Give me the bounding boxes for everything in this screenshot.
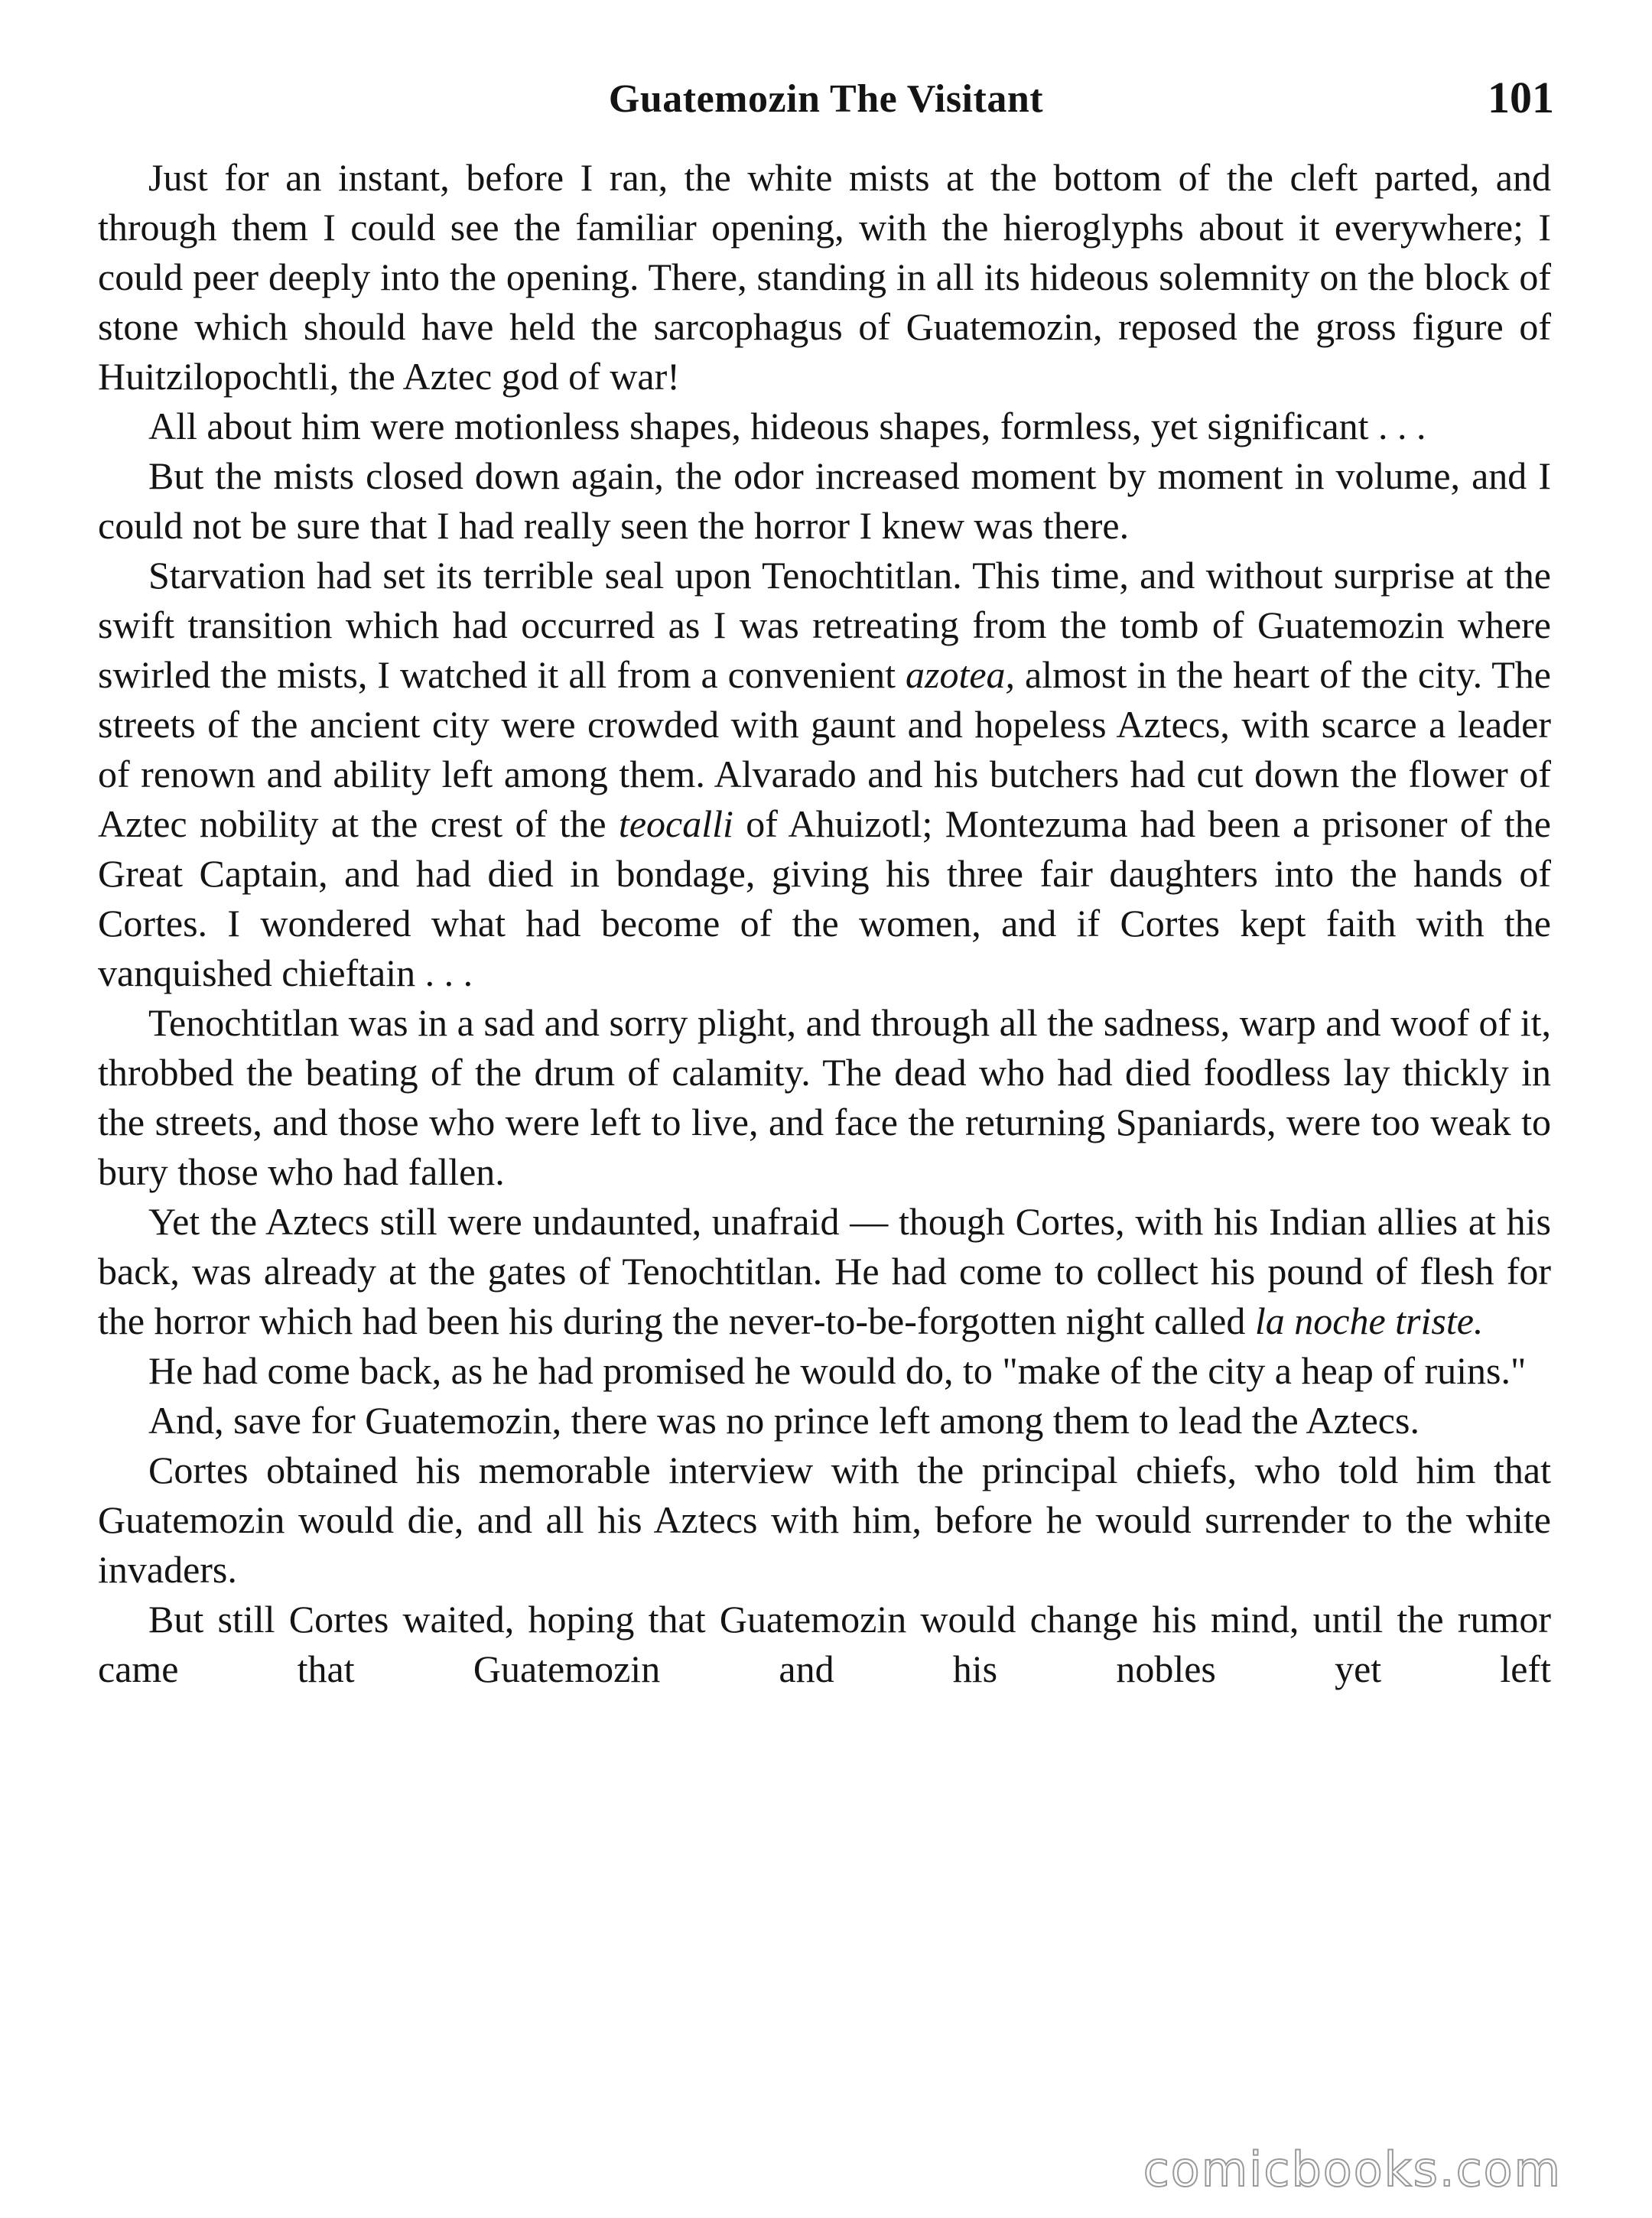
paragraph-text: But still Cortes waited, hoping that Guatemozin would change his mind, until the rumor came that Guatemozin and his nobles yet left [98,1598,1551,1690]
paragraph-3 [98,451,1551,551]
paragraph-2 [98,402,1551,451]
italic-term-azotea: azotea, [906,653,1016,696]
paragraph-text: And, save for Guatemozin, there was no prince left among them to lead the Aztecs. [148,1399,1419,1442]
paragraph-10 [98,1595,1551,1694]
paragraph-text: Yet the Aztecs still were undaunted, unafraid — though Cortes, with his Indian allies at his back, was already at the gates of Tenochtitlan. He had come to collect his pound of flesh for the horror which had been his during the never-to-be-forgotten night called [98,1200,1551,1342]
paragraph-1 [98,153,1551,402]
paragraph-4 [98,551,1551,998]
watermark: comicbooks.com [1143,2142,1562,2197]
paragraph-text: But the mists closed down again, the odor increased moment by moment in volume, and I could not be sure that I had really seen the horror I knew was there. [98,454,1551,547]
italic-term-teocalli: teocalli [618,802,733,845]
paragraph-6 [98,1197,1551,1346]
paragraph-8 [98,1396,1551,1446]
page-number: 101 [1488,73,1554,122]
paragraph-text: Just for an instant, before I ran, the white mists at the bottom of the cleft parted, and through them I could see the familiar opening, with the hieroglyphs about it everywhere; I could peer deeply into the opening. There, standing in all its hideous solemnity on the block of stone which should have held the sarcophagus of Guatemozin, reposed the gross figure of Huitzilopochtli, the Aztec god of war! [98,156,1551,398]
paragraph-5 [98,998,1551,1197]
paragraph-text: Cortes obtained his memorable interview with the principal chiefs, who told him that Guatemozin would die, and all his Aztecs with him, before he would surrender to the white invaders. [98,1449,1551,1591]
paragraph-text: All about him were motionless shapes, hideous shapes, formless, yet significant . . . [148,405,1426,447]
paragraph-text: almost in the heart of the city. The streets of the ancient city were crowded with gaunt and hopeless Aztecs, with scarce a leader of renown and ability left among them. Alvarado and his butchers had cut down the flower of Aztec nobility at the crest of the [98,653,1551,845]
page-header [98,73,1554,138]
paragraph-text: Starvation had set its terrible seal upon Tenochtitlan. This time, and without surprise at the swift transition which had occurred as I was retreating from the tomb of Guatemozin where swirled the mists, I watched it all from a convenient [98,554,1551,696]
italic-term-la-noche-triste: la noche triste. [1254,1299,1484,1342]
paragraph-text: of Ahuizotl; Montezuma had been a prisoner of the Great Captain, and had died in bondage, giving his three fair daughters into the hands of Cortes. I wondered what had become of the women, and if Cortes kept faith with the vanquished chieftain . . . [98,802,1551,994]
paragraph-text: He had come back, as he had promised he would do, to "make of the city a heap of ruins." [148,1349,1527,1392]
paragraph-7 [98,1346,1551,1396]
running-title: Guatemozin The Visitant [608,77,1044,121]
paragraph-text: Tenochtitlan was in a sad and sorry plight, and through all the sadness, warp and woof of it, throbbed the beating of the drum of calamity. The dead who had died foodless lay thickly in the streets, and those who were left to live, and face the returning Spaniards, were too weak to bury those who had fallen. [98,1001,1551,1193]
body-text [98,153,1551,1694]
paragraph-9 [98,1446,1551,1595]
